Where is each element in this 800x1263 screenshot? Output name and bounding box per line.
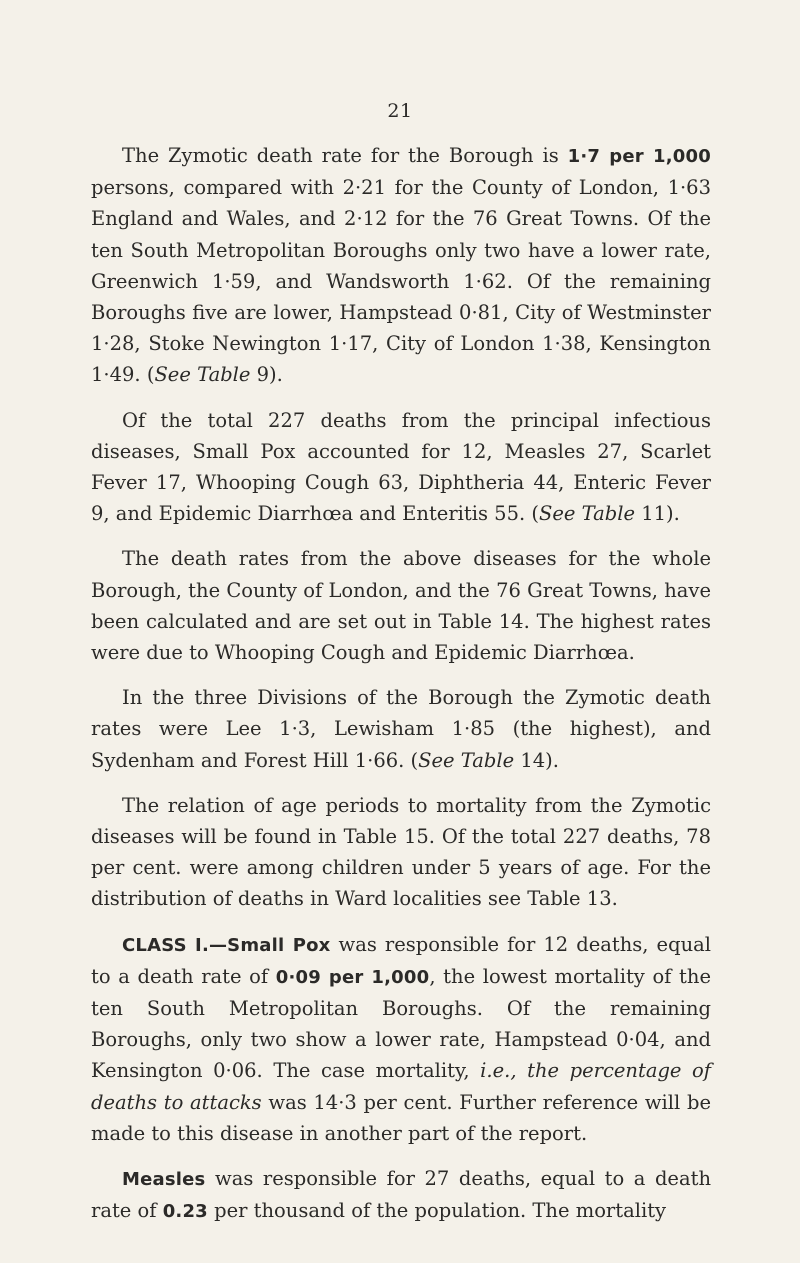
text-run: was responsible for 12 deaths, equal to a death rate of: [91, 932, 711, 988]
paragraph-measles: [91, 1163, 711, 1227]
italic-phrase: i.e., the percentage of deaths to attacks: [91, 1059, 711, 1114]
section-heading: Measles: [122, 1169, 206, 1191]
text-run: persons, compared with 2·21 for the County of London, 1·63 England and Wales, and 2·12 for the 76 Great Towns. Of the ten South Metropolitan Boroughs only two have a lower rate, Greenwich 1·59, and Wandsworth 1·62. Of the remaining Boroughs five are lower, Hampstead 0·81, City of Westminster 1·28, Stoke Newington 1·17, City of London 1·38, Kensington 1·49. (: [91, 176, 711, 387]
paragraph-death-rates: The death rates from the above diseases for the whole Borough, the County of London, and the 76 Great Towns, have been calculated and are set out in Table 14. The highest rates were due to Whooping Cough and Epidemic Diarrhœa.: [91, 547, 711, 665]
table-reference: See Table: [154, 363, 251, 387]
text-run: 14).: [514, 748, 559, 772]
text-run: 11).: [635, 502, 680, 526]
page-number: 21: [387, 100, 413, 122]
text-run: The Zymotic death rate for the Borough is: [122, 144, 568, 167]
text-run: 9).: [250, 363, 283, 387]
text-run: was responsible for 27 deaths, equal to a death rate of: [91, 1167, 711, 1223]
paragraph-divisions: [91, 682, 711, 776]
small-pox-rate: 0·09 per 1,000: [275, 966, 430, 988]
text-run: , the lowest mortality of the ten South Metropolitan Boroughs. Of the remaining Boroughs, only two show a lower rate, Hampstead 0·04, and Kensington 0·06. The case mortality,: [91, 964, 711, 1083]
paragraph-infectious-deaths: [91, 405, 711, 530]
table-reference: See Table: [539, 502, 636, 526]
paragraph-small-pox: [91, 929, 711, 1149]
text-run: Of the total 227 deaths from the principal infectious diseases, Small Pox accounted for 12, Measles 27, Scarlet Fever 17, Whooping Cough 63, Diphtheria 44, Enteric Fever 9, and Epidemic Diarrhœa and Enteritis 55. (: [91, 408, 711, 526]
text-run: In the three Divisions of the Borough the Zymotic death rates were Lee 1·3, Lewisham 1·85 (the highest), and Sydenham and Forest Hill 1·66. (: [91, 686, 711, 772]
section-heading: CLASS I.—Small Pox: [122, 934, 331, 956]
text-run: per thousand of the population. The mortality: [207, 1199, 667, 1223]
table-reference: See Table: [418, 748, 515, 772]
paragraph-zymotic-death-rate: [91, 140, 711, 391]
measles-rate: 0.23: [162, 1201, 208, 1223]
paragraph-age-periods: The relation of age periods to mortality from the Zymotic diseases will be found in Table 15. Of the total 227 deaths, 78 per cent. were among children under 5 years of age. For the distribution of deaths in Ward localities see Table 13.: [91, 793, 711, 911]
document-body: [91, 140, 711, 1242]
borough-rate: 1·7 per 1,000: [567, 146, 711, 167]
text-run: was 14·3 per cent. Further reference will be made to this disease in another part of the report.: [91, 1090, 711, 1145]
